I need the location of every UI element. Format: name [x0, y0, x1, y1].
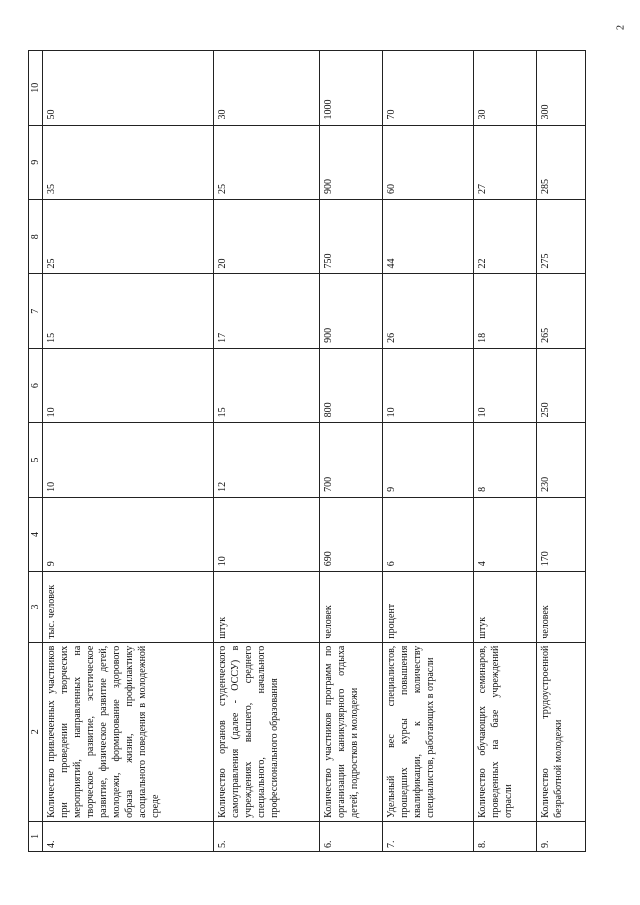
value-cell: 25 — [43, 200, 214, 274]
indicator-name: Количество привлеченных участников при проведении творческих мероприятий, направленных на творческое развитие, эстетическое развитие, физическое развитие детей, молодежи, формирование здорового образа жизни, профилактику асоциального поведения в молодежной среде — [43, 642, 214, 821]
value-cell: 285 — [537, 125, 586, 199]
column-header: 9 — [29, 125, 43, 199]
column-header: 4 — [29, 497, 43, 571]
value-cell: 30 — [214, 51, 320, 126]
table-row — [473, 51, 536, 852]
value-cell: 20 — [214, 200, 320, 274]
unit-cell: человек — [319, 572, 382, 642]
column-header: 3 — [29, 572, 43, 642]
value-cell: 26 — [383, 274, 474, 348]
value-cell: 170 — [537, 497, 586, 571]
column-header: 10 — [29, 51, 43, 126]
value-cell: 50 — [43, 51, 214, 126]
table-row — [214, 51, 320, 852]
column-header: 1 — [29, 821, 43, 851]
value-cell: 265 — [537, 274, 586, 348]
value-cell: 30 — [473, 51, 536, 126]
unit-cell: тыс. человек — [43, 572, 214, 642]
row-number: 7. — [383, 821, 474, 851]
value-cell: 22 — [473, 200, 536, 274]
value-cell: 8 — [473, 423, 536, 497]
value-cell: 35 — [43, 125, 214, 199]
value-cell: 44 — [383, 200, 474, 274]
value-cell: 70 — [383, 51, 474, 126]
indicator-name: Количество органов студенческого самоуправления (далее - ОССУ) в учреждениях высшего, среднего специального, начального профессионального образования — [214, 642, 320, 821]
value-cell: 230 — [537, 423, 586, 497]
unit-cell: человек — [537, 572, 586, 642]
value-cell: 15 — [214, 348, 320, 422]
table-row — [319, 51, 382, 852]
indicator-name: Количество трудоустроенной безработной молодежи — [537, 642, 586, 821]
value-cell: 1000 — [319, 51, 382, 126]
value-cell: 10 — [473, 348, 536, 422]
value-cell: 27 — [473, 125, 536, 199]
value-cell: 10 — [43, 348, 214, 422]
indicator-name: Количество участников программ по организации каникулярного отдыха детей, подростков и молодежи — [319, 642, 382, 821]
value-cell: 690 — [319, 497, 382, 571]
value-cell: 18 — [473, 274, 536, 348]
value-cell: 10 — [43, 423, 214, 497]
column-header: 5 — [29, 423, 43, 497]
value-cell: 60 — [383, 125, 474, 199]
value-cell: 9 — [43, 497, 214, 571]
indicators-table — [28, 50, 586, 852]
indicator-name: Удельный вес специалистов, прошедших курсы повышения квалификации, к количеству специалистов, работающих в отрасли — [383, 642, 474, 821]
page-number: 2 — [615, 25, 627, 30]
value-cell: 250 — [537, 348, 586, 422]
value-cell: 10 — [383, 348, 474, 422]
unit-cell: штук — [473, 572, 536, 642]
row-number: 5. — [214, 821, 320, 851]
table-row — [537, 51, 586, 852]
value-cell: 4 — [473, 497, 536, 571]
value-cell: 10 — [214, 497, 320, 571]
column-header: 7 — [29, 274, 43, 348]
value-cell: 12 — [214, 423, 320, 497]
rotated-table-container — [28, 50, 586, 852]
row-number: 8. — [473, 821, 536, 851]
value-cell: 9 — [383, 423, 474, 497]
value-cell: 17 — [214, 274, 320, 348]
table-row — [383, 51, 474, 852]
value-cell: 900 — [319, 125, 382, 199]
value-cell: 275 — [537, 200, 586, 274]
value-cell: 750 — [319, 200, 382, 274]
value-cell: 15 — [43, 274, 214, 348]
column-header: 6 — [29, 348, 43, 422]
value-cell: 6 — [383, 497, 474, 571]
unit-cell: процент — [383, 572, 474, 642]
table-header-row — [29, 51, 43, 852]
value-cell: 700 — [319, 423, 382, 497]
value-cell: 25 — [214, 125, 320, 199]
unit-cell: штук — [214, 572, 320, 642]
row-number: 6. — [319, 821, 382, 851]
column-header: 2 — [29, 642, 43, 821]
row-number: 9. — [537, 821, 586, 851]
value-cell: 800 — [319, 348, 382, 422]
value-cell: 300 — [537, 51, 586, 126]
table-row — [43, 51, 214, 852]
row-number: 4. — [43, 821, 214, 851]
column-header: 8 — [29, 200, 43, 274]
indicator-name: Количество обучающих семинаров, проведенных на базе учреждений отрасли — [473, 642, 536, 821]
value-cell: 900 — [319, 274, 382, 348]
